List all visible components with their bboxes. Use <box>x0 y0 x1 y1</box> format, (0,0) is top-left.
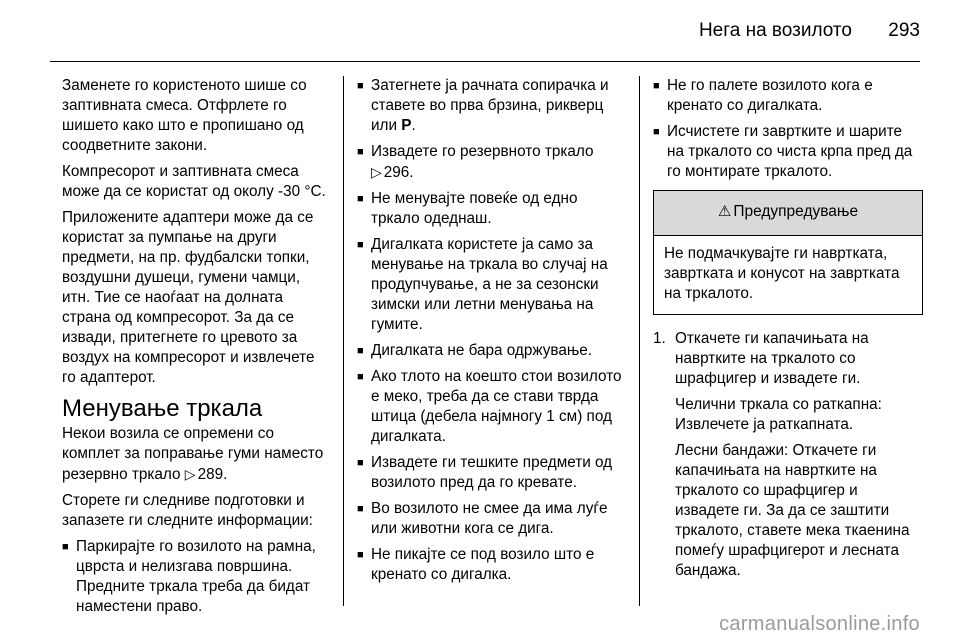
step-paragraph: Лесни бандажи: Откачете ги капачињата на навртките на тркалото со шрафцигер и извадете ги. За да се заштити тркалото, ставете мека ткаенина помеѓу шрафцигерот и лесната бандажа. <box>675 442 910 579</box>
bullet-square-icon: ■ <box>653 80 660 92</box>
step-paragraph: Откачете ги капачињата на навртките на тркалото со шрафцигер и извадете ги. <box>675 330 869 387</box>
preparation-list-end <box>653 76 923 182</box>
column-3 <box>653 76 923 587</box>
reference-arrow-icon: ▷ <box>184 466 196 482</box>
list-item-text: Дигалката користете ја само за менување на тркала во случај на продупчување, а не за сезонски зимски или летни менувања на гумите. <box>371 236 608 333</box>
bullet-square-icon: ■ <box>653 126 660 138</box>
warning-triangle-icon: ⚠ <box>717 203 732 220</box>
list-item <box>357 367 625 447</box>
watermark: carmanualsonline.info <box>719 613 920 635</box>
bullet-square-icon: ■ <box>357 193 364 205</box>
bullet-square-icon: ■ <box>357 80 364 92</box>
bullet-square-icon: ■ <box>357 239 364 251</box>
bullet-square-icon: ■ <box>357 146 364 158</box>
column-1 <box>62 76 330 623</box>
gear-p-label: P <box>401 117 412 134</box>
step-paragraph: Челични тркала со раткапна: Извлечете ја раткапната. <box>675 396 882 433</box>
bullet-square-icon: ■ <box>357 503 364 515</box>
paragraph-disposal: Заменете го користеното шише со заптивната смеса. Отфрлете го шишето како што е пропишано од соодветните закони. <box>62 77 307 154</box>
bullet-square-icon: ■ <box>357 371 364 383</box>
warning-body: Не подмачкувајте ги навртката, завртката и конусот на завртката на тркалото. <box>664 245 900 302</box>
section-title: Нега на возилото <box>698 20 852 41</box>
list-item <box>357 499 625 539</box>
list-item <box>653 122 923 182</box>
column-2 <box>357 76 625 591</box>
list-item <box>62 537 330 617</box>
spare-wheel-page-ref: 296. <box>383 164 414 181</box>
list-item-end: . <box>411 117 416 134</box>
bullet-square-icon: ■ <box>357 345 364 357</box>
list-item <box>653 76 923 116</box>
list-item-text: Дигалката не бара одржување. <box>371 342 593 359</box>
warning-box <box>653 190 923 315</box>
paragraph-repair-kit <box>62 424 330 485</box>
list-item-text: Затегнете ја рачната сопирачка и ставете во прва брзина, рикверц или <box>371 77 609 134</box>
list-item-text: Извадете ги тешките предмети од возилото пред да го кревате. <box>371 454 613 491</box>
list-item-text: Исчистете ги завртките и шарите на тркалото со чиста крпа пред да го монтирате тркалото. <box>667 123 913 180</box>
step-number: 1. <box>653 330 666 347</box>
reference-arrow-icon: ▷ <box>371 164 382 180</box>
header-rule <box>50 61 920 62</box>
section-heading: Менување тркала <box>62 395 263 422</box>
procedure-steps <box>653 329 923 581</box>
list-item <box>357 545 625 585</box>
page-header <box>0 0 960 58</box>
list-item <box>357 453 625 493</box>
list-item-text: Не пикајте се под возило што е кренато со дигалка. <box>371 546 595 583</box>
list-item-text: Паркирајте го возилото на рамна, цврста и нелизгава површина. Предните тркала треба да бидат наместени право. <box>76 538 316 615</box>
preparation-list-continued <box>357 76 625 585</box>
warning-title <box>654 191 922 236</box>
list-item <box>357 76 625 136</box>
bullet-square-icon: ■ <box>357 549 364 561</box>
column-divider <box>343 76 344 606</box>
paragraph-preparations: Сторете ги следниве подготовки и запазете ги следните информации: <box>62 492 313 529</box>
paragraph-adapters: Приложените адаптери може да се користат за пумпање на други предмети, на пр. фудбалски топки, воздушни душеци, гумени чамци, итн. Тие се наоѓаат на долната страна од компресорот. За да се извади, притегнете го цревото за воздух на компресорот и извлечете го адаптерот. <box>62 209 315 386</box>
list-item-text: Извадете го резервното тркало <box>371 143 594 160</box>
list-item <box>357 341 625 361</box>
bullet-square-icon: ■ <box>62 541 69 553</box>
list-item <box>357 142 625 183</box>
paragraph-temperature: Компресорот и заптивната смеса може да се користат од околу -30 °C. <box>62 163 326 200</box>
repair-kit-page-ref: 289. <box>197 466 228 483</box>
list-item <box>357 235 625 335</box>
bullet-square-icon: ■ <box>357 457 364 469</box>
list-item-text: Во возилото не смее да има луѓе или животни кога се дига. <box>371 500 608 537</box>
list-item-text: Не го палете возилото кога е кренато со дигалката. <box>667 77 873 114</box>
procedure-step <box>653 329 923 581</box>
repair-kit-text: Некои возила се опремени со комплет за поправање гуми наместо резервно тркало <box>62 425 324 483</box>
preparation-list <box>62 537 330 617</box>
warning-title-text: Предупредување <box>733 203 859 220</box>
list-item-text: Ако тлото на коешто стои возилото е меко, треба да се стави тврда штица (дебела најмногу 1 см) под дигалката. <box>371 368 622 445</box>
page-number: 293 <box>888 20 920 41</box>
list-item <box>357 189 625 229</box>
column-divider <box>639 76 640 606</box>
list-item-text: Не менувајте повеќе од едно тркало одеднаш. <box>371 190 578 227</box>
